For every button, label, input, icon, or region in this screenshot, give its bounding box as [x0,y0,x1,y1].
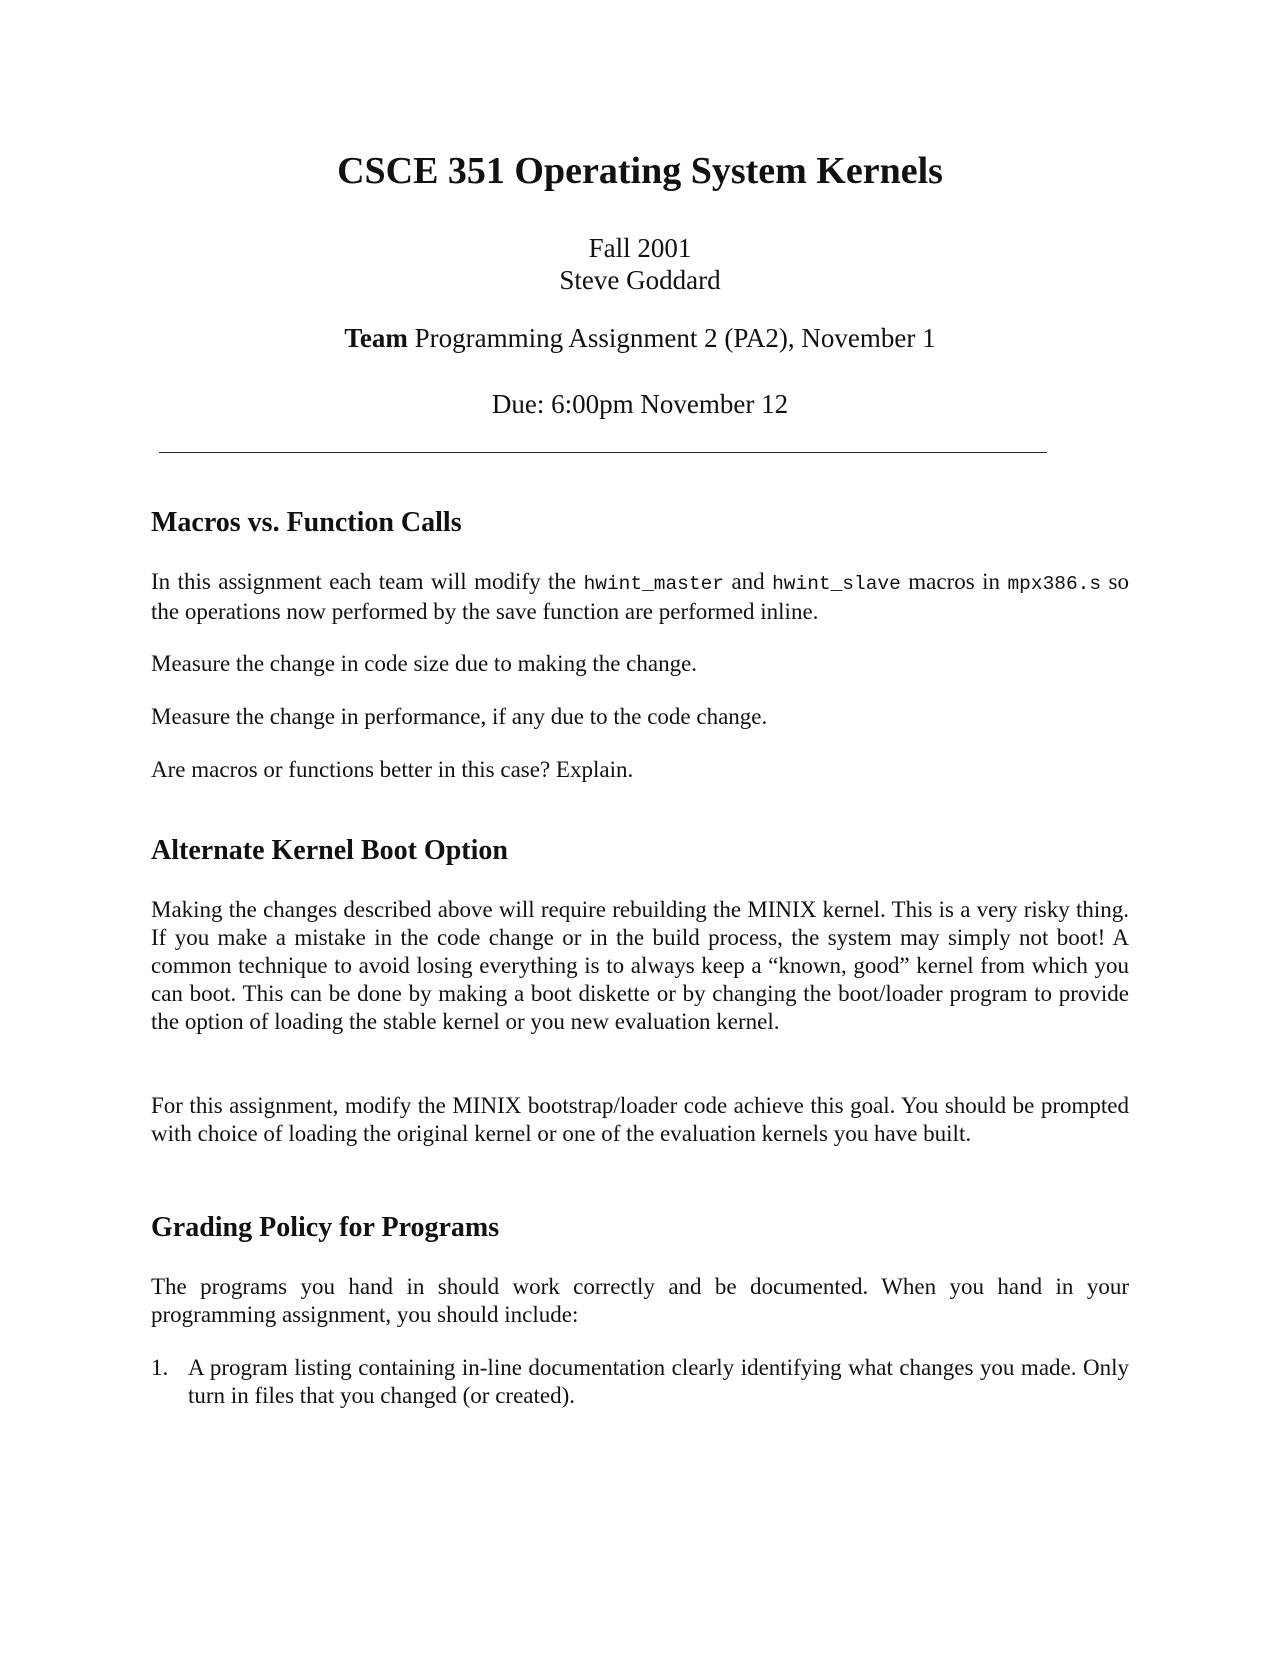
list-text: A program listing containing in-line documentation clearly identifying what changes you made. Only turn in files that you changed (or created). [188,1355,1129,1408]
text: and [724,569,773,594]
section1-paragraph-1 [151,568,1129,626]
section1-paragraph-3: Measure the change in performance, if any due to the code change. [151,704,768,729]
section1-paragraph-2: Measure the change in code size due to making the change. [151,651,698,676]
horizontal-rule [159,452,1047,453]
assignment-line [0,322,1280,354]
list-item [151,1354,1129,1410]
section-heading: Grading Policy for Programs [151,1212,500,1243]
document-title: CSCE 351 Operating System Kernels [337,150,943,192]
code-hwint-slave: hwint_slave [772,573,901,595]
section2-paragraph-1: Making the changes described above will require rebuilding the MINIX kernel. This is a very risky thing. If you make a mistake in the code change or in the build process, the system may simply not boot! A common technique to avoid losing everything is to always keep a “known, good” kernel from which you can boot. This can be done by making a boot diskette or by changing the boot/loader program to provide the option of loading the stable kernel or you new evaluation kernel. [151,897,1129,1034]
text: In this assignment each team will modify the [151,569,584,594]
code-mpx386: mpx386.s [1007,573,1102,595]
section-macros [151,506,1129,540]
section3-paragraph-1: The programs you hand in should work correctly and be documented. When you hand in your programming assignment, you should include: [151,1274,1129,1327]
section-grading [151,1211,1129,1245]
due-date: Due: 6:00pm November 12 [491,389,789,419]
text: macros in [900,569,1008,594]
section1-paragraph-4: Are macros or functions better in this case? Explain. [151,757,634,782]
section-alternate-boot [151,834,1129,868]
list-number: 1. [151,1355,169,1380]
assignment-rest: Programming Assignment 2 (PA2), November 1 [407,323,936,353]
assignment-bold: Team [344,323,408,353]
text: so the operations now performed by the save function are performed inline. [151,569,1129,624]
section2-paragraph-2: For this assignment, modify the MINIX bootstrap/loader code achieve this goal. You should be prompted with choice of loading the original kernel or one of the evaluation kernels you have built. [151,1093,1129,1146]
section-heading: Alternate Kernel Boot Option [151,835,508,866]
instructor: Steve Goddard [559,265,721,295]
term: Fall 2001 [588,233,692,263]
code-hwint-master: hwint_master [583,573,724,595]
section-heading: Macros vs. Function Calls [151,507,462,538]
